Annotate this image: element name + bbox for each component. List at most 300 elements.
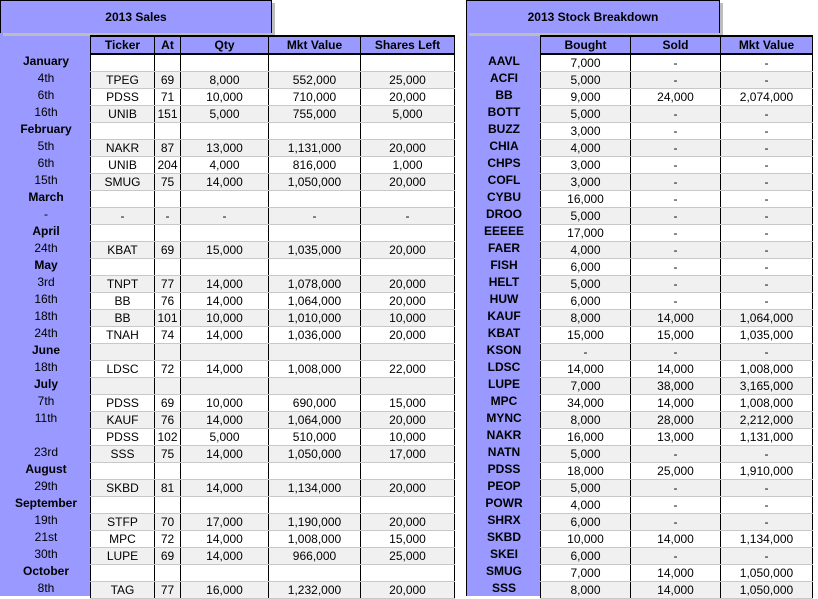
table-cell[interactable]: 1,190,000 [269,514,361,531]
table-cell[interactable] [91,463,155,480]
table-cell[interactable]: 10,000 [181,89,269,106]
table-cell[interactable]: 1,134,000 [269,480,361,497]
table-cell[interactable]: 4,000 [181,157,269,174]
table-cell[interactable]: 14,000 [631,531,721,548]
table-cell[interactable] [155,378,181,395]
table-cell[interactable] [155,463,181,480]
table-row [541,242,813,259]
table-cell[interactable] [269,344,361,361]
table-cell[interactable]: 1,064,000 [721,310,813,327]
table-cell[interactable]: - [631,497,721,514]
table-cell[interactable] [155,225,181,242]
table-cell[interactable]: - [721,548,813,565]
table-cell[interactable]: 1,010,000 [269,310,361,327]
table-cell[interactable]: 14,000 [181,446,269,463]
table-cell[interactable]: 10,000 [181,395,269,412]
table-cell[interactable]: 20,000 [361,242,455,259]
table-cell[interactable]: - [631,208,721,225]
table-cell[interactable]: 17,000 [541,225,631,242]
table-cell[interactable]: 69 [155,72,181,89]
table-cell[interactable]: - [721,293,813,310]
row-label: 24th [34,326,58,340]
table-cell[interactable]: 20,000 [361,276,455,293]
table-cell[interactable] [361,565,455,582]
table-cell[interactable]: NAKR [91,140,155,157]
table-cell[interactable]: 10,000 [181,310,269,327]
table-cell[interactable]: 5,000 [541,480,631,497]
table-cell[interactable]: 24,000 [631,89,721,106]
table-cell[interactable]: 5,000 [361,106,455,123]
table-row [91,446,455,463]
table-cell[interactable]: - [631,123,721,140]
col-qty-header[interactable]: Qty [181,36,269,54]
row-label: 30th [34,547,58,561]
table-cell[interactable]: 14,000 [631,395,721,412]
table-cell[interactable]: 4,000 [541,497,631,514]
table-cell[interactable]: PDSS [91,89,155,106]
table-row [91,259,455,276]
table-cell[interactable]: 69 [155,548,181,565]
table-cell[interactable]: 16,000 [541,191,631,208]
col-mkt-value-header[interactable]: Mkt Value [269,36,361,54]
table-cell[interactable]: 14,000 [181,480,269,497]
table-cell[interactable]: - [721,242,813,259]
table-cell[interactable]: - [631,276,721,293]
table-cell[interactable] [91,54,155,72]
table-row [541,140,813,157]
table-cell[interactable] [269,54,361,72]
table-cell[interactable]: - [721,72,813,89]
table-cell[interactable]: 15,000 [361,395,455,412]
table-cell[interactable]: 6,000 [541,548,631,565]
table-row [91,480,455,497]
table-cell[interactable]: 1,232,000 [269,582,361,599]
table-row [91,378,455,395]
table-cell[interactable]: 15,000 [181,242,269,259]
col-sold-header[interactable]: Sold [631,36,721,54]
table-cell[interactable] [91,123,155,140]
table-cell[interactable]: 77 [155,582,181,599]
table-cell[interactable]: 710,000 [269,89,361,106]
table-cell[interactable]: - [361,208,455,225]
table-cell[interactable]: 25,000 [631,463,721,480]
table-cell[interactable]: 1,078,000 [269,276,361,293]
table-cell[interactable]: 14,000 [631,582,721,599]
table-cell[interactable]: MPC [91,531,155,548]
table-cell[interactable] [361,54,455,72]
table-cell[interactable]: 76 [155,412,181,429]
table-cell[interactable]: 1,064,000 [269,293,361,310]
table-cell[interactable]: 20,000 [361,140,455,157]
table-cell[interactable] [181,497,269,514]
table-cell[interactable]: - [91,208,155,225]
table-cell[interactable]: 17,000 [361,446,455,463]
table-cell[interactable]: 5,000 [541,208,631,225]
table-cell[interactable]: 16,000 [181,582,269,599]
table-cell[interactable]: 14,000 [181,531,269,548]
table-cell[interactable] [91,344,155,361]
table-cell[interactable]: 25,000 [361,548,455,565]
row-label: NAKR [486,428,522,442]
table-cell[interactable]: 7,000 [541,54,631,72]
table-cell[interactable]: - [631,225,721,242]
table-cell[interactable]: - [721,344,813,361]
table-cell[interactable]: KAUF [91,412,155,429]
table-cell[interactable]: 87 [155,140,181,157]
table-cell[interactable]: 13,000 [631,429,721,446]
table-cell[interactable]: 14,000 [181,361,269,378]
table-cell[interactable]: 1,035,000 [721,327,813,344]
table-row [91,106,455,123]
table-row [541,565,813,582]
table-cell[interactable]: TAG [91,582,155,599]
table-cell[interactable]: 3,000 [541,174,631,191]
table-cell[interactable]: 9,000 [541,89,631,106]
table-cell[interactable] [91,378,155,395]
table-cell[interactable]: 75 [155,174,181,191]
table-cell[interactable]: PDSS [91,395,155,412]
table-cell[interactable]: 77 [155,276,181,293]
table-cell[interactable]: 14,000 [181,174,269,191]
table-cell[interactable] [361,191,455,208]
table-row [541,259,813,276]
table-cell[interactable]: 1,050,000 [269,446,361,463]
table-cell[interactable]: 15,000 [631,327,721,344]
table-cell[interactable]: 20,000 [361,480,455,497]
table-cell[interactable]: 72 [155,531,181,548]
table-cell[interactable] [361,123,455,140]
table-cell[interactable]: TNPT [91,276,155,293]
table-cell[interactable]: SSS [91,446,155,463]
table-cell[interactable]: 71 [155,89,181,106]
table-row [541,310,813,327]
table-cell[interactable] [181,225,269,242]
table-cell[interactable]: 14,000 [181,276,269,293]
table-cell[interactable]: 1,008,000 [721,361,813,378]
table-cell[interactable] [269,463,361,480]
table-cell[interactable]: 1,036,000 [269,327,361,344]
table-cell[interactable] [361,497,455,514]
table-cell[interactable]: - [721,446,813,463]
table-cell[interactable]: 1,134,000 [721,531,813,548]
table-cell[interactable] [361,225,455,242]
row-label: AAVL [488,54,520,68]
table-cell[interactable]: 6,000 [541,293,631,310]
table-cell[interactable]: - [721,54,813,72]
table-cell[interactable] [181,565,269,582]
table-cell[interactable]: 2,212,000 [721,412,813,429]
table-cell[interactable]: - [721,106,813,123]
table-cell[interactable]: - [631,514,721,531]
table-cell[interactable]: 1,008,000 [721,395,813,412]
table-cell[interactable]: 1,050,000 [269,174,361,191]
table-cell[interactable]: 552,000 [269,72,361,89]
sales-table [90,35,455,599]
table-cell[interactable] [91,259,155,276]
table-cell[interactable]: 4,000 [541,242,631,259]
table-row [91,344,455,361]
table-cell[interactable]: 4,000 [541,140,631,157]
table-cell[interactable]: 101 [155,310,181,327]
table-cell[interactable]: 69 [155,395,181,412]
table-cell[interactable]: 15,000 [361,531,455,548]
table-cell[interactable]: 1,035,000 [269,242,361,259]
table-row [541,293,813,310]
table-cell[interactable]: - [541,344,631,361]
table-cell[interactable] [91,191,155,208]
table-cell[interactable]: - [631,259,721,276]
table-cell[interactable]: - [631,191,721,208]
table-cell[interactable] [269,497,361,514]
table-cell[interactable]: 14,000 [181,327,269,344]
row-label: SHRX [487,513,521,527]
table-cell[interactable]: 5,000 [541,276,631,293]
col-bought-header[interactable]: Bought [541,36,631,54]
table-cell[interactable]: 20,000 [361,582,455,599]
table-cell[interactable]: 14,000 [181,293,269,310]
table-cell[interactable]: - [721,123,813,140]
table-cell[interactable]: 14,000 [541,361,631,378]
table-cell[interactable]: 2,074,000 [721,89,813,106]
table-cell[interactable]: - [721,140,813,157]
table-cell[interactable]: 151 [155,106,181,123]
table-cell[interactable]: 14,000 [181,548,269,565]
row-label: 6th [37,88,55,102]
col-bd-mkt-value-header[interactable]: Mkt Value [721,36,813,54]
table-cell[interactable]: 10,000 [541,531,631,548]
table-cell[interactable]: 966,000 [269,548,361,565]
table-cell[interactable]: 1,008,000 [269,361,361,378]
table-cell[interactable]: 14,000 [631,361,721,378]
table-cell[interactable]: 1,050,000 [721,565,813,582]
table-cell[interactable]: 81 [155,480,181,497]
table-cell[interactable]: 755,000 [269,106,361,123]
table-cell[interactable]: - [631,106,721,123]
table-cell[interactable]: - [631,242,721,259]
table-cell[interactable]: 13,000 [181,140,269,157]
table-cell[interactable]: LUPE [91,548,155,565]
table-cell[interactable] [181,259,269,276]
table-cell[interactable]: - [181,208,269,225]
table-cell[interactable]: 69 [155,242,181,259]
table-cell[interactable]: 5,000 [181,106,269,123]
table-cell[interactable]: - [721,208,813,225]
table-cell[interactable] [361,344,455,361]
table-cell[interactable] [361,259,455,276]
table-cell[interactable] [361,378,455,395]
table-cell[interactable]: 20,000 [361,89,455,106]
table-cell[interactable]: PDSS [91,429,155,446]
table-cell[interactable]: 17,000 [181,514,269,531]
table-cell[interactable]: - [155,208,181,225]
table-cell[interactable]: 38,000 [631,378,721,395]
table-cell[interactable] [181,191,269,208]
table-cell[interactable]: - [631,72,721,89]
table-cell[interactable]: 204 [155,157,181,174]
table-cell[interactable] [269,259,361,276]
table-row [91,361,455,378]
table-cell[interactable]: BB [91,293,155,310]
table-cell[interactable]: 14,000 [631,310,721,327]
table-cell[interactable]: KBAT [91,242,155,259]
table-cell[interactable] [155,191,181,208]
table-cell[interactable]: - [721,497,813,514]
table-cell[interactable]: TPEG [91,72,155,89]
table-cell[interactable] [91,497,155,514]
table-row [541,514,813,531]
table-cell[interactable]: 1,050,000 [721,582,813,599]
table-cell[interactable]: 75 [155,446,181,463]
table-cell[interactable]: LDSC [91,361,155,378]
table-cell[interactable]: - [631,140,721,157]
table-cell[interactable]: - [721,174,813,191]
table-cell[interactable]: - [631,293,721,310]
table-cell[interactable] [155,259,181,276]
table-cell[interactable]: 76 [155,293,181,310]
table-cell[interactable]: 3,000 [541,123,631,140]
table-cell[interactable]: UNIB [91,106,155,123]
table-cell[interactable]: SMUG [91,174,155,191]
table-row [541,157,813,174]
table-cell[interactable]: 15,000 [541,327,631,344]
table-cell[interactable] [155,497,181,514]
table-cell[interactable]: - [721,191,813,208]
table-cell[interactable]: 690,000 [269,395,361,412]
table-cell[interactable]: 22,000 [361,361,455,378]
table-cell[interactable]: 34,000 [541,395,631,412]
table-cell[interactable]: 14,000 [631,565,721,582]
table-cell[interactable]: 10,000 [361,310,455,327]
table-cell[interactable]: - [721,480,813,497]
table-cell[interactable]: - [721,259,813,276]
table-cell[interactable] [91,565,155,582]
table-cell[interactable] [155,344,181,361]
table-cell[interactable]: 8,000 [181,72,269,89]
table-cell[interactable]: - [721,225,813,242]
table-cell[interactable]: 3,165,000 [721,378,813,395]
table-cell[interactable] [155,54,181,72]
table-cell[interactable]: 510,000 [269,429,361,446]
table-cell[interactable]: 5,000 [541,72,631,89]
table-cell[interactable]: - [721,514,813,531]
table-cell[interactable]: 3,000 [541,157,631,174]
table-row [541,191,813,208]
table-row [91,548,455,565]
table-cell[interactable]: - [721,276,813,293]
table-cell[interactable]: 20,000 [361,174,455,191]
table-cell[interactable]: 6,000 [541,259,631,276]
breakdown-table [540,35,813,599]
table-cell[interactable]: 5,000 [541,446,631,463]
table-cell[interactable]: 102 [155,429,181,446]
table-row [91,327,455,344]
table-cell[interactable]: SKBD [91,480,155,497]
table-cell[interactable]: - [631,344,721,361]
table-row [541,344,813,361]
table-row [541,361,813,378]
table-cell[interactable]: 5,000 [181,429,269,446]
table-cell[interactable]: 6,000 [541,514,631,531]
table-cell[interactable] [181,123,269,140]
table-cell[interactable]: 1,000 [361,157,455,174]
table-cell[interactable]: 1,008,000 [269,531,361,548]
table-cell[interactable] [181,344,269,361]
table-cell[interactable] [155,123,181,140]
table-cell[interactable]: - [721,157,813,174]
table-cell[interactable]: 28,000 [631,412,721,429]
table-cell[interactable]: 25,000 [361,72,455,89]
table-cell[interactable]: - [631,54,721,72]
table-cell[interactable]: - [631,480,721,497]
table-cell[interactable] [269,123,361,140]
table-cell[interactable]: 20,000 [361,293,455,310]
table-cell[interactable] [155,565,181,582]
table-cell[interactable]: 8,000 [541,412,631,429]
row-label: SKEI [489,547,518,561]
table-cell[interactable] [269,565,361,582]
table-cell[interactable]: 20,000 [361,412,455,429]
table-cell[interactable]: - [631,446,721,463]
table-cell[interactable]: 7,000 [541,565,631,582]
table-cell[interactable] [181,378,269,395]
table-cell[interactable]: 70 [155,514,181,531]
table-cell[interactable]: 20,000 [361,514,455,531]
col-shares-left-header[interactable]: Shares Left [361,36,455,54]
table-cell[interactable]: 1,064,000 [269,412,361,429]
table-cell[interactable]: 18,000 [541,463,631,480]
table-cell[interactable]: 74 [155,327,181,344]
table-cell[interactable] [361,463,455,480]
table-cell[interactable] [269,378,361,395]
table-cell[interactable]: 10,000 [361,429,455,446]
table-cell[interactable]: 1,131,000 [269,140,361,157]
row-label: KAUF [487,309,521,323]
table-cell[interactable]: - [631,157,721,174]
col-ticker-header[interactable]: Ticker [91,36,155,54]
table-cell[interactable]: - [631,548,721,565]
table-row [91,54,455,72]
table-cell[interactable]: 1,131,000 [721,429,813,446]
table-cell[interactable]: 1,910,000 [721,463,813,480]
table-cell[interactable]: 8,000 [541,310,631,327]
table-row [91,123,455,140]
table-cell[interactable]: 7,000 [541,378,631,395]
table-cell[interactable]: UNIB [91,157,155,174]
table-cell[interactable] [181,463,269,480]
table-cell[interactable]: BB [91,310,155,327]
row-label: SMUG [486,564,522,578]
table-cell[interactable]: 8,000 [541,582,631,599]
col-at-header[interactable]: At [155,36,181,54]
table-cell[interactable] [91,225,155,242]
table-cell[interactable]: 16,000 [541,429,631,446]
table-cell[interactable]: TNAH [91,327,155,344]
table-cell[interactable] [269,191,361,208]
table-cell[interactable] [181,54,269,72]
table-cell[interactable]: 816,000 [269,157,361,174]
table-cell[interactable]: 14,000 [181,412,269,429]
table-cell[interactable] [269,225,361,242]
table-cell[interactable]: - [631,174,721,191]
table-cell[interactable]: 5,000 [541,106,631,123]
table-row [541,54,813,72]
table-cell[interactable]: 20,000 [361,327,455,344]
table-cell[interactable]: - [269,208,361,225]
table-cell[interactable]: STFP [91,514,155,531]
table-row [541,208,813,225]
table-cell[interactable]: 72 [155,361,181,378]
month-label: June [31,343,60,357]
